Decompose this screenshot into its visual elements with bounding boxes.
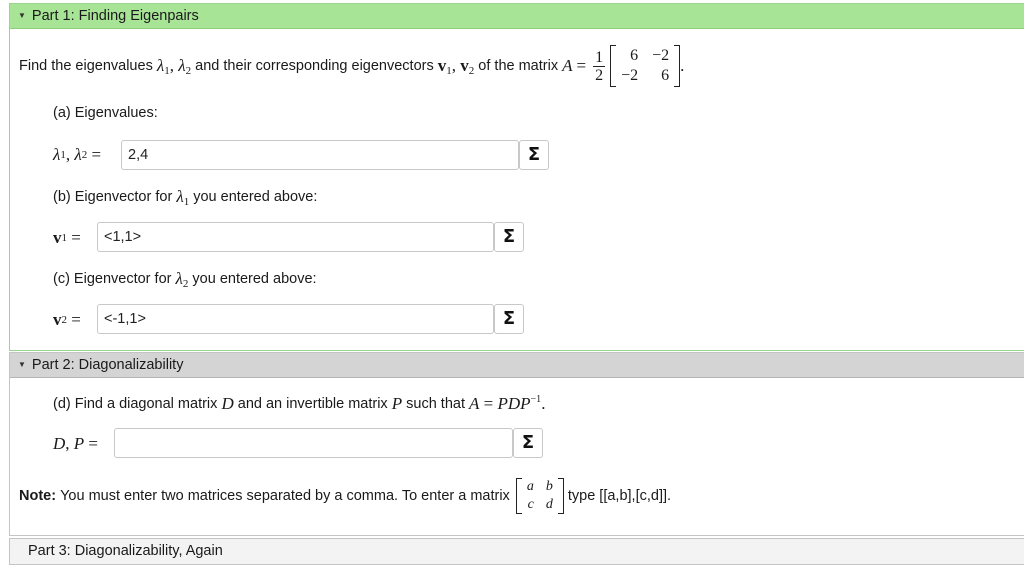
question-b-text: (b) Eigenvector for (53, 189, 173, 205)
matrix-right-bracket (558, 478, 564, 514)
part-3-section[interactable] (9, 538, 1024, 565)
matrix-entry: −2 (621, 67, 639, 84)
question-b-label: (b) Eigenvector for $\lambda_1$ you entered above: (53, 186, 318, 208)
question-c-text: (c) Eigenvector for (53, 271, 172, 287)
eigenvector-symbols: $v_1$, $v_2$ (437, 55, 475, 77)
answer-b-label: v 1 = (53, 228, 81, 247)
example-matrix (516, 478, 564, 514)
prompt-text: of the matrix (478, 58, 559, 74)
eigenvalues-input[interactable] (121, 140, 519, 170)
eigenvector-1-input[interactable] (97, 222, 494, 252)
equation-editor-button[interactable]: Σ (519, 140, 549, 170)
note-text: You must enter two matrices separated by a comma. To enter a matrix (60, 488, 510, 504)
matrix-entry: b (545, 479, 553, 494)
matrix-entry: 6 (630, 47, 639, 64)
question-d-text: such that (406, 396, 465, 412)
question-d-text: (d) Find a diagonal matrix (53, 396, 218, 412)
question-a-label: (a) Eigenvalues: (53, 105, 158, 121)
equation-editor-button[interactable]: Σ (494, 304, 524, 334)
diagonalization-input[interactable] (114, 428, 513, 458)
part-3-header[interactable] (10, 539, 1024, 564)
matrix-entry: d (545, 497, 553, 512)
equals-sign: = (576, 56, 587, 75)
part-1-header[interactable] (10, 4, 1024, 29)
part-2-header[interactable] (10, 353, 1024, 378)
equation-editor-button[interactable]: Σ (494, 222, 524, 252)
problem-statement (19, 40, 684, 92)
matrix-a (610, 45, 680, 87)
question-d-label: (d) Find a diagonal matrix D and an invertible matrix P such that $A = PDP^{-1}$. (53, 394, 546, 413)
matrix-entry: −2 (652, 47, 670, 64)
collapse-triangle-icon[interactable]: ▼ (18, 11, 26, 20)
matrix-entry: 6 (661, 67, 670, 84)
scalar-denominator: 2 (595, 66, 604, 84)
matrix-entry: c (527, 497, 534, 512)
eigenvalue-symbols: $\lambda_1$, $\lambda_2$ (156, 55, 192, 77)
note-text: type [[a,b],[c,d]]. (567, 488, 672, 504)
answer-a-label: λ 1 , λ 2 = (53, 145, 102, 164)
matrix-entry: a (526, 479, 534, 494)
matrix-name: A (562, 56, 573, 75)
note-label: Note: (19, 488, 57, 504)
part-3-title: Part 3: Diagonalizability, Again (28, 543, 223, 559)
answer-c-label: v 2 = (53, 310, 81, 329)
question-c-text: you entered above: (192, 271, 317, 287)
eigenvector-2-input[interactable] (97, 304, 494, 334)
collapse-triangle-icon[interactable]: ▼ (18, 360, 26, 369)
question-b-text: you entered above: (193, 189, 318, 205)
prompt-text: and their corresponding eigenvectors (195, 58, 434, 74)
question-c-label: (c) Eigenvector for $\lambda_2$ you entered above: (53, 268, 317, 290)
matrix-entry-note (19, 474, 671, 518)
part-1-title: Part 1: Finding Eigenpairs (31, 8, 199, 24)
prompt-text: Find the eigenvalues (19, 58, 153, 74)
period: . (680, 56, 685, 75)
equation-editor-button[interactable]: Σ (513, 428, 543, 458)
answer-d-label: D , P = (53, 434, 99, 453)
question-d-text: and an invertible matrix (237, 396, 388, 412)
scalar-numerator: 1 (595, 48, 604, 66)
matrix-scalar (593, 49, 605, 84)
part-2-title: Part 2: Diagonalizability (31, 357, 184, 373)
